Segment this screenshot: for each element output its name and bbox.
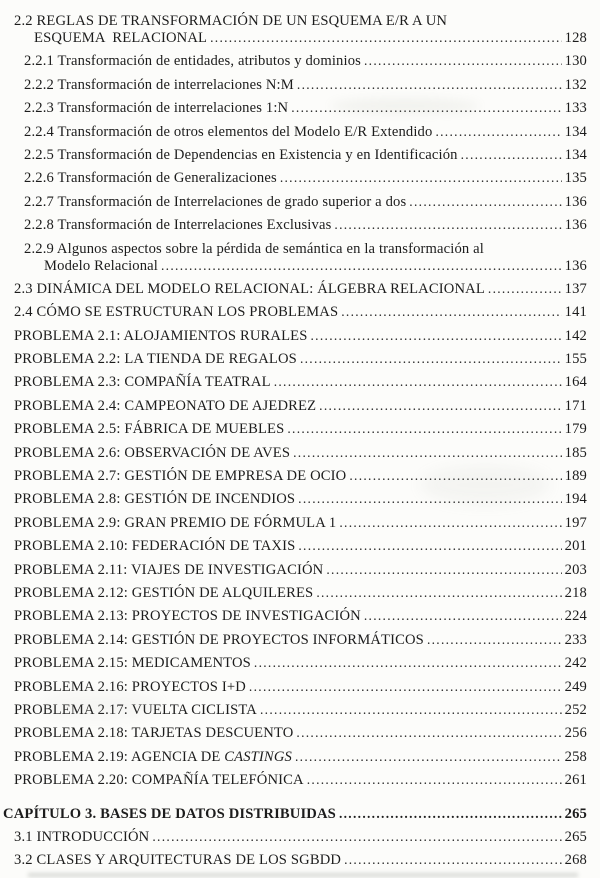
toc-entry-label: ESQUEMA RELACIONAL <box>34 30 208 46</box>
toc-entry <box>0 350 587 373</box>
toc-page-number: 142 <box>564 327 587 344</box>
toc-leader-dots <box>298 537 561 555</box>
toc-leader-dots <box>296 724 561 742</box>
toc-entry-label: PROBLEMA 2.18: TARJETAS DESCUENTO <box>14 725 294 742</box>
toc-entry-label: Modelo Relacional <box>44 257 158 274</box>
toc-page-number: 258 <box>564 748 587 765</box>
toc-entry-label: 2.2.1 Transformación de entidades, atributos y dominios <box>24 53 361 70</box>
toc-entry-label: PROBLEMA 2.9: GRAN PREMIO DE FÓRMULA 1 <box>14 514 337 531</box>
toc-entry <box>0 607 587 630</box>
toc-page-number: 185 <box>564 444 587 461</box>
toc-page-number: 128 <box>564 30 587 46</box>
toc-page-number: 135 <box>564 170 587 187</box>
toc-page-number: 141 <box>564 304 587 321</box>
toc-leader-dots <box>249 678 562 696</box>
toc-entry-label: PROBLEMA 2.16: PROYECTOS I+D <box>14 678 246 695</box>
toc-entry <box>0 654 587 677</box>
toc-leader-dots <box>364 607 562 625</box>
toc-entry-label: 3.1 INTRODUCCIÓN <box>14 828 150 845</box>
toc-leader-dots <box>344 851 562 869</box>
toc-entry <box>0 444 587 467</box>
toc-leader-dots <box>260 701 562 719</box>
toc-page-number: 137 <box>564 280 587 297</box>
toc-entry <box>0 805 587 828</box>
toc-entry-label: PROBLEMA 2.8: GESTIÓN DE INCENDIOS <box>14 491 296 508</box>
toc-leader-dots <box>339 514 561 532</box>
toc-leader-dots <box>461 146 562 164</box>
toc-entry <box>0 257 587 280</box>
toc-entry <box>0 490 587 513</box>
toc-entry-label: PROBLEMA 2.19: AGENCIA DE <box>14 748 225 765</box>
toc-page-number: 197 <box>564 514 587 531</box>
toc-leader-dots <box>316 584 561 602</box>
toc-page-number: 233 <box>564 631 587 648</box>
toc-page-number: 268 <box>564 852 587 869</box>
toc-entry <box>0 29 587 52</box>
toc-entry <box>0 748 587 771</box>
toc-leader-dots <box>210 29 562 47</box>
toc-entry-label: 2.2.8 Transformación de Interrelaciones Exclusivas <box>24 217 332 234</box>
toc-entry-label: PROBLEMA 2.1: ALOJAMIENTOS RURALES <box>14 327 308 344</box>
toc-entry-label: 2.2 REGLAS DE TRANSFORMACIÓN DE UN ESQUEMA E/R A UN <box>14 13 448 29</box>
toc-leader-dots <box>274 373 562 391</box>
toc-leader-dots <box>435 123 561 141</box>
toc-entry <box>0 216 587 239</box>
toc-leader-dots <box>341 303 561 321</box>
toc-page-number: 134 <box>564 146 587 163</box>
toc-leader-dots <box>298 490 561 508</box>
toc-entry-label: PROBLEMA 2.15: MEDICAMENTOS <box>14 655 251 672</box>
toc-entry <box>0 123 587 146</box>
toc-entry <box>0 240 587 257</box>
toc-entry <box>0 851 587 874</box>
toc-entry-label: 2.3 DINÁMICA DEL MODELO RELACIONAL: ÁLGEBRA RELACIONAL <box>14 280 485 297</box>
toc-entry-label: PROBLEMA 2.3: COMPAÑÍA TEATRAL <box>14 374 271 391</box>
toc-entry <box>0 420 587 443</box>
toc-entry-label: 2.2.9 Algunos aspectos sobre la pérdida de semántica en la transformación al <box>24 240 485 257</box>
toc-entry-label: PROBLEMA 2.10: FEDERACIÓN DE TAXIS <box>14 538 296 555</box>
toc-entry-label: 2.2.2 Transformación de interrelaciones N:M <box>24 76 294 93</box>
toc-entry <box>0 373 587 396</box>
toc-entry-label: 2.2.4 Transformación de otros elementos del Modelo E/R Extendido <box>24 123 433 140</box>
toc-entry <box>0 701 587 724</box>
toc-entry <box>0 771 587 794</box>
toc-page-number: 189 <box>564 468 587 485</box>
toc-entry-label: 2.2.7 Transformación de Interrelaciones de grado superior a dos <box>24 193 407 210</box>
toc-entry <box>0 631 587 654</box>
toc-page-number: 133 <box>564 100 587 117</box>
toc-leader-dots <box>409 193 561 211</box>
toc-entry-label: 3.2 CLASES Y ARQUITECTURAS DE LOS SGBDD <box>14 852 342 869</box>
toc-entry <box>0 537 587 560</box>
toc-page-number: 252 <box>564 701 587 718</box>
toc-entry-label: 2.2.5 Transformación de Dependencias en Existencia y en Identificación <box>24 146 458 163</box>
toc-leader-dots <box>311 327 562 345</box>
toc-page-number: 164 <box>564 374 587 391</box>
toc-page-number: 261 <box>564 772 587 789</box>
toc-leader-dots <box>161 257 562 275</box>
toc-page-number: 179 <box>564 421 587 438</box>
toc-leader-dots <box>293 444 562 462</box>
toc-entry <box>0 828 587 851</box>
toc-page-number: 171 <box>564 397 587 414</box>
toc-entry-label: PROBLEMA 2.14: GESTIÓN DE PROYECTOS INFORMÁTICOS <box>14 631 424 648</box>
toc-entry <box>0 467 587 490</box>
toc-leader-dots <box>349 467 561 485</box>
toc-leader-dots <box>488 280 562 298</box>
toc-entry <box>0 280 587 303</box>
toc-entry <box>0 724 587 747</box>
toc-leader-dots <box>291 99 561 117</box>
toc-leader-dots <box>307 771 562 789</box>
toc-leader-dots <box>152 828 561 846</box>
toc-page-number: 136 <box>564 257 587 274</box>
toc-list <box>0 12 587 875</box>
toc-page-number: 201 <box>564 538 587 555</box>
toc-entry-label: PROBLEMA 2.17: VUELTA CICLISTA <box>14 701 257 718</box>
toc-entry-label: PROBLEMA 2.20: COMPAÑÍA TELEFÓNICA <box>14 772 304 789</box>
toc-leader-dots <box>280 169 562 187</box>
toc-entry <box>0 397 587 420</box>
toc-page-number: 136 <box>564 217 587 234</box>
toc-entry <box>0 52 587 75</box>
toc-entry <box>0 514 587 537</box>
toc-page-number: 265 <box>564 828 587 845</box>
toc-entry <box>0 146 587 169</box>
toc-entry-label: CAPÍTULO 3. BASES DE DATOS DISTRIBUIDAS <box>3 805 336 822</box>
toc-entry <box>0 303 587 326</box>
toc-entry <box>0 327 587 350</box>
toc-entry-label: PROBLEMA 2.5: FÁBRICA DE MUEBLES <box>14 421 285 438</box>
toc-entry-label: PROBLEMA 2.4: CAMPEONATO DE AJEDREZ <box>14 397 317 414</box>
toc-leader-dots <box>295 748 562 766</box>
toc-entry-label: PROBLEMA 2.13: PROYECTOS DE INVESTIGACIÓN <box>14 608 361 625</box>
toc-entry-label: PROBLEMA 2.11: VIAJES DE INVESTIGACIÓN <box>14 561 324 578</box>
toc-leader-dots <box>326 561 561 579</box>
toc-entry <box>0 678 587 701</box>
toc-page-number: 249 <box>564 678 587 695</box>
toc-leader-dots <box>297 76 562 94</box>
toc-page-number: 203 <box>564 561 587 578</box>
toc-entry-label: 2.2.6 Transformación de Generalizaciones <box>24 170 277 187</box>
toc-entry <box>0 193 587 216</box>
toc-entry-label: 2.4 CÓMO SE ESTRUCTURAN LOS PROBLEMAS <box>14 304 339 321</box>
toc-leader-dots <box>319 397 562 415</box>
toc-entry-label: PROBLEMA 2.12: GESTIÓN DE ALQUILERES <box>14 584 314 601</box>
toc-entry <box>0 99 587 122</box>
toc-page-number: 256 <box>564 725 587 742</box>
toc-leader-dots <box>364 52 562 70</box>
toc-leader-dots <box>254 654 562 672</box>
toc-page-number: 132 <box>564 76 587 93</box>
toc-page-number: 136 <box>564 193 587 210</box>
toc-page-number: 224 <box>564 608 587 625</box>
toc-page-number: 242 <box>564 655 587 672</box>
toc-page-number: 130 <box>564 53 587 70</box>
toc-leader-dots <box>300 350 562 368</box>
toc-entry-label-italic: CASTINGS <box>224 748 292 765</box>
toc-entry-label: PROBLEMA 2.2: LA TIENDA DE REGALOS <box>14 351 297 368</box>
toc-entry <box>0 169 587 192</box>
toc-page-number: 265 <box>564 805 587 822</box>
toc-entry <box>0 12 587 29</box>
toc-page-number: 134 <box>564 123 587 140</box>
toc-entry-label: PROBLEMA 2.6: OBSERVACIÓN DE AVES <box>14 444 291 461</box>
toc-leader-dots <box>287 420 561 438</box>
toc-page-number: 155 <box>564 351 587 368</box>
toc-leader-dots <box>427 631 562 649</box>
toc-entry <box>0 76 587 99</box>
toc-page-number: 218 <box>564 584 587 601</box>
toc-leader-dots <box>334 216 561 234</box>
toc-entry <box>0 584 587 607</box>
toc-entry-label: 2.2.3 Transformación de interrelaciones 1:N <box>24 100 289 117</box>
toc-leader-dots <box>339 805 562 823</box>
toc-entry <box>0 561 587 584</box>
toc-page-number: 194 <box>564 491 587 508</box>
toc-entry-label: PROBLEMA 2.7: GESTIÓN DE EMPRESA DE OCIO <box>14 468 347 485</box>
